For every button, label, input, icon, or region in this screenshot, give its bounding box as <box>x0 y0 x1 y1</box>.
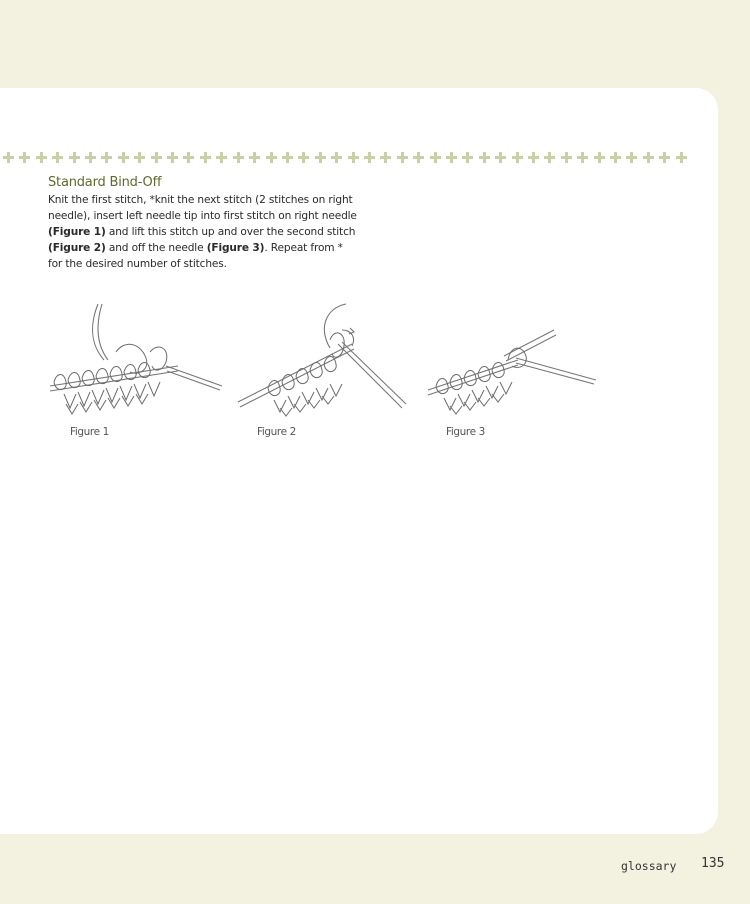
ornament-cross-icon <box>625 151 638 164</box>
ornament-cross-icon <box>576 151 589 164</box>
ornament-cross-icon <box>51 151 64 164</box>
ornament-cross-icon <box>461 151 474 164</box>
decorative-cross-border <box>0 150 690 164</box>
figure-1-reference: (Figure 1) <box>48 226 106 238</box>
ornament-cross-icon <box>363 151 376 164</box>
ornament-cross-icon <box>182 151 195 164</box>
figure-1-illustration <box>46 300 226 425</box>
ornament-cross-icon <box>199 151 212 164</box>
ornament-cross-icon <box>68 151 81 164</box>
ornament-cross-icon <box>675 151 688 164</box>
ornament-cross-icon <box>347 151 360 164</box>
ornament-cross-icon <box>642 151 655 164</box>
ornament-cross-icon <box>265 151 278 164</box>
ornament-cross-icon <box>248 151 261 164</box>
ornament-cross-icon <box>379 151 392 164</box>
page-number: 135 <box>701 856 725 871</box>
ornament-cross-icon <box>330 151 343 164</box>
ornament-cross-icon <box>593 151 606 164</box>
figure-2-reference: (Figure 2) <box>48 242 106 254</box>
instructions-intro: Knit the first stitch, *knit the next stitch (2 stitches on right needle), insert left needle tip into first stitch on right needle <box>48 194 357 222</box>
ornament-cross-icon <box>18 151 31 164</box>
instructions-paragraph <box>48 192 358 272</box>
ornament-cross-icon <box>281 151 294 164</box>
ornament-cross-icon <box>215 151 228 164</box>
ornament-cross-icon <box>445 151 458 164</box>
ornament-cross-icon <box>396 151 409 164</box>
ornament-cross-icon <box>478 151 491 164</box>
figure-3-reference: (Figure 3) <box>206 242 265 254</box>
ornament-cross-icon <box>527 151 540 164</box>
ornament-cross-icon <box>314 151 327 164</box>
instructions-middle-1: and lift this stitch up and over the second stitch <box>105 226 356 238</box>
ornament-cross-icon <box>35 151 48 164</box>
footer-section-label: glossary <box>621 859 677 873</box>
ornament-cross-icon <box>133 151 146 164</box>
ornament-cross-icon <box>166 151 179 164</box>
ornament-cross-icon <box>150 151 163 164</box>
instructions-middle-2: and off the needle <box>105 242 207 254</box>
figure-1-caption: Figure 1 <box>70 426 109 438</box>
ornament-cross-icon <box>232 151 245 164</box>
ornament-cross-icon <box>560 151 573 164</box>
ornament-cross-icon <box>543 151 556 164</box>
ornament-cross-icon <box>2 151 15 164</box>
figure-3-illustration <box>424 300 604 425</box>
ornament-cross-icon <box>429 151 442 164</box>
ornament-cross-icon <box>100 151 113 164</box>
section-heading: Standard Bind-Off <box>48 175 162 190</box>
figure-2-illustration <box>234 300 414 425</box>
instructions-end: . Repeat from * for the desired number of stitches. <box>48 242 343 270</box>
ornament-cross-icon <box>297 151 310 164</box>
ornament-cross-icon <box>117 151 130 164</box>
ornament-cross-icon <box>511 151 524 164</box>
figure-2-caption: Figure 2 <box>257 426 296 438</box>
ornament-cross-icon <box>658 151 671 164</box>
ornament-cross-icon <box>84 151 97 164</box>
ornament-cross-icon <box>609 151 622 164</box>
ornament-cross-icon <box>494 151 507 164</box>
ornament-cross-icon <box>412 151 425 164</box>
figure-3-caption: Figure 3 <box>446 426 485 438</box>
